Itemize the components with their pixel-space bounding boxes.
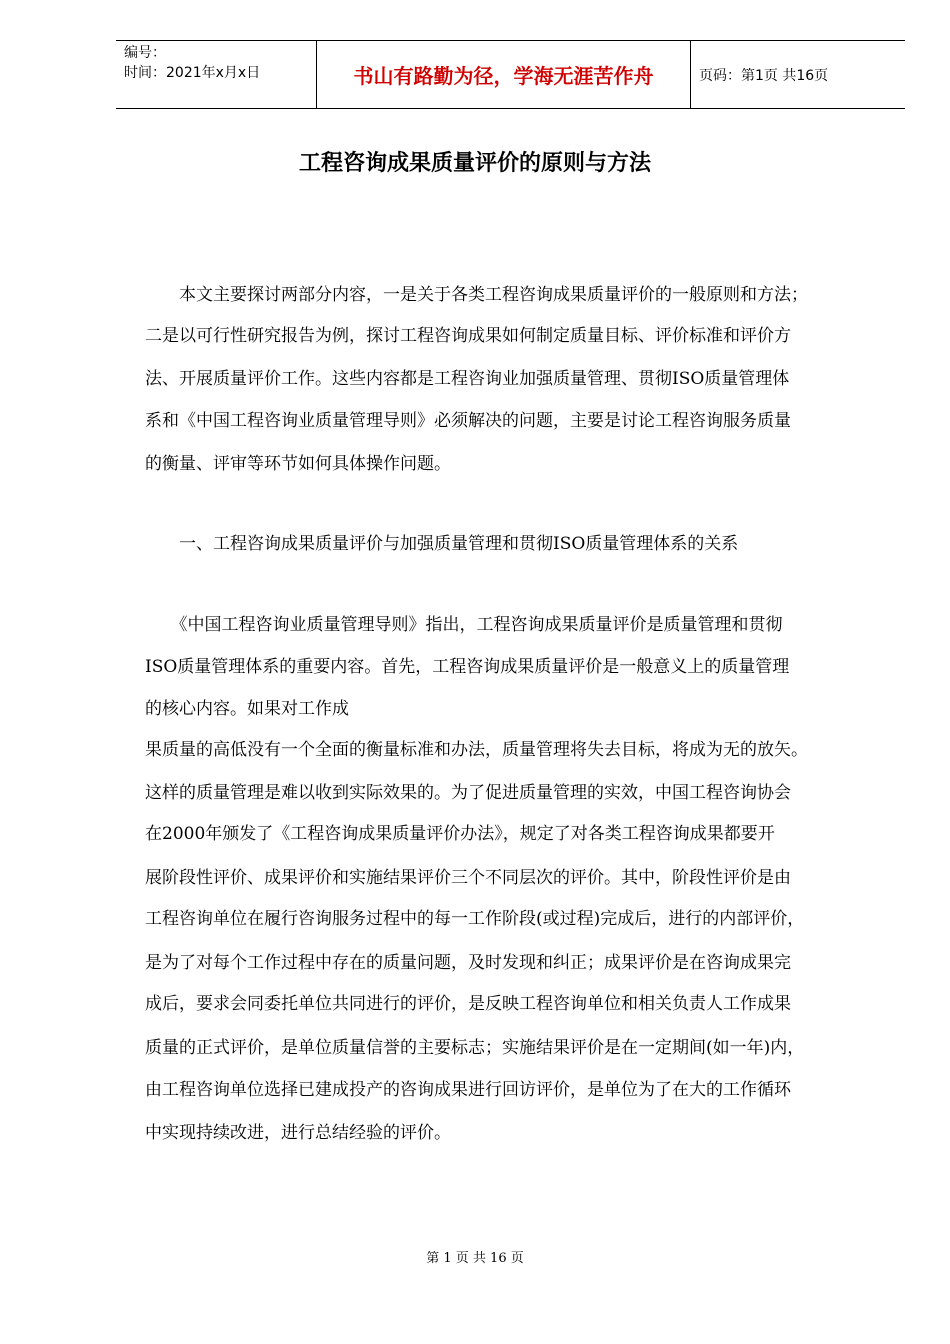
paragraph-line: 工程咨询单位在履行咨询服务过程中的每一工作阶段(或过程)完成后，进行的内部评价， <box>145 909 805 929</box>
document-number-label: 编号： <box>124 45 166 61</box>
document-time-label: 时间：2021年x月x日 <box>124 65 261 81</box>
paragraph-line: 法、开展质量评价工作。这些内容都是工程咨询业加强质量管理、贯彻ISO质量管理体 <box>145 369 790 389</box>
header-table <box>116 40 905 109</box>
paragraph-line: 成后，要求会同委托单位共同进行的评价，是反映工程咨询单位和相关负责人工作成果 <box>145 994 791 1014</box>
paragraph-line: ISO质量管理体系的重要内容。首先，工程咨询成果质量评价是一般意义上的质量管理 <box>145 657 790 677</box>
paragraph-line: 的核心内容。如果对工作成 <box>145 699 349 719</box>
document-title: 工程咨询成果质量评价的原则与方法 <box>298 151 651 176</box>
paragraph-line: 是为了对每个工作过程中存在的质量问题，及时发现和纠正；成果评价是在咨询成果完 <box>145 953 791 973</box>
page-footer: 第 1 页 共 16 页 <box>426 1251 524 1266</box>
paragraph-line: 二是以可行性研究报告为例，探讨工程咨询成果如何制定质量目标、评价标准和评价方 <box>145 326 791 346</box>
paragraph-line: 的衡量、评审等环节如何具体操作问题。 <box>145 454 451 474</box>
paragraph-line: 在2000年颁发了《工程咨询成果质量评价办法》，规定了对各类工程咨询成果都要开 <box>145 824 775 844</box>
paragraph-line: 中实现持续改进，进行总结经验的评价。 <box>145 1123 451 1143</box>
section-heading: 一、工程咨询成果质量评价与加强质量管理和贯彻ISO质量管理体系的关系 <box>145 534 739 554</box>
paragraph-line: 质量的正式评价，是单位质量信誉的主要标志；实施结果评价是在一定期间(如一年)内， <box>145 1038 805 1058</box>
header-info-cell <box>116 41 317 108</box>
paragraph-line: 果质量的高低没有一个全面的衡量标准和办法，质量管理将失去目标，将成为无的放矢。 <box>145 740 808 760</box>
paragraph-line: 本文主要探讨两部分内容，一是关于各类工程咨询成果质量评价的一般原则和方法； <box>145 285 808 305</box>
paragraph-line: 这样的质量管理是难以收到实际效果的。为了促进质量管理的实效，中国工程咨询协会 <box>145 783 791 803</box>
header-page-info: 页码：第1页 共16页 <box>699 67 829 84</box>
paragraph-line: 展阶段性评价、成果评价和实施结果评价三个不同层次的评价。其中，阶段性评价是由 <box>145 868 791 888</box>
header-motto: 书山有路勤为径，学海无涯苦作舟 <box>317 41 691 108</box>
paragraph-line: 由工程咨询单位选择已建成投产的咨询成果进行回访评价，是单位为了在大的工作循环 <box>145 1080 791 1100</box>
paragraph-line: 系和《中国工程咨询业质量管理导则》必须解决的问题，主要是讨论工程咨询服务质量 <box>145 411 791 431</box>
paragraph-line: 《中国工程咨询业质量管理导则》指出，工程咨询成果质量评价是质量管理和贯彻 <box>145 615 783 635</box>
